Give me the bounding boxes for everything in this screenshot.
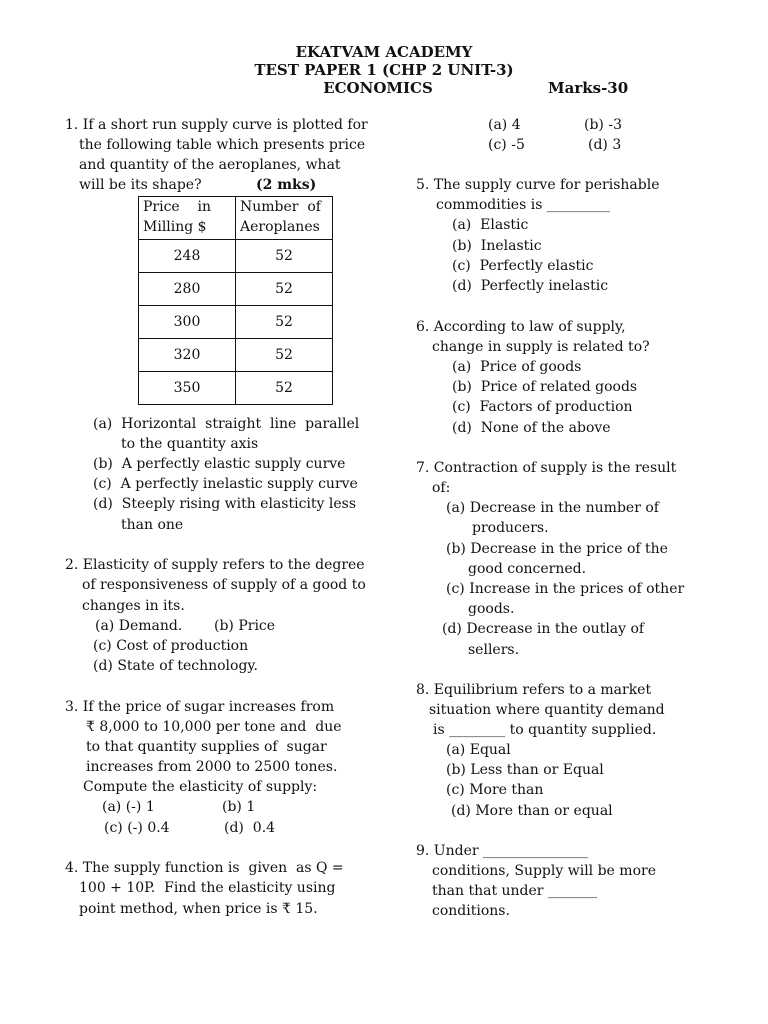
q2-line-2: of responsiveness of supply of a good to [82, 577, 366, 593]
q3-option-d: (d) 0.4 [224, 820, 276, 836]
q3-line-1: 3. If the price of sugar increases from [65, 699, 335, 715]
q5-option-d: (d) Perfectly inelastic [452, 278, 609, 294]
q7-option-a-line-1: (a) Decrease in the number of [446, 500, 659, 516]
q2-option-c: (c) Cost of production [93, 638, 249, 654]
q3-line-4: increases from 2000 to 2500 tones. [86, 759, 338, 775]
q5-option-a: (a) Elastic [452, 217, 529, 233]
q4-option-c: (c) -5 [488, 137, 525, 153]
q4-line-3: point method, when price is ₹ 15. [79, 901, 318, 917]
q7-option-d-line-1: (d) Decrease in the outlay of [442, 621, 645, 637]
q3-option-c: (c) (-) 0.4 [104, 820, 170, 836]
q3-option-a: (a) (-) 1 [102, 799, 155, 815]
q2-option-b: (b) Price [214, 618, 276, 634]
q8-option-d: (d) More than or equal [451, 803, 613, 819]
table-header-price-line-2: Milling $ [143, 219, 207, 235]
table-cell-quantity: 52 [236, 273, 333, 306]
q6-option-b: (b) Price of related goods [452, 379, 638, 395]
q2-line-3: changes in its. [82, 598, 185, 614]
table-cell-quantity: 52 [236, 372, 333, 405]
q9-line-2: conditions, Supply will be more [432, 863, 656, 879]
q7-line-2: of: [432, 480, 451, 496]
q1-marks: (2 mks) [256, 177, 317, 193]
q4-option-a: (a) 4 [488, 117, 521, 133]
q9-line-1: 9. Under _______________ [416, 843, 589, 859]
q5-line-2: commodities is _________ [436, 197, 610, 213]
q9-line-3: than that under _______ [432, 883, 597, 899]
q8-option-c: (c) More than [446, 782, 544, 798]
q7-option-d-line-2: sellers. [468, 642, 520, 658]
q3-line-3: to that quantity supplies of sugar [86, 739, 327, 755]
q5-option-b: (b) Inelastic [452, 238, 542, 254]
q7-option-b-line-2: good concerned. [468, 561, 587, 577]
table-row [139, 339, 333, 372]
q7-line-1: 7. Contraction of supply is the result [416, 460, 677, 476]
q1-option-c: (c) A perfectly inelastic supply curve [93, 476, 358, 492]
table-row [139, 273, 333, 306]
price-quantity-table [138, 196, 333, 405]
q8-line-3: is ________ to quantity supplied. [433, 722, 657, 738]
q8-line-2: situation where quantity demand [429, 702, 665, 718]
q4-line-1: 4. The supply function is given as Q = [65, 860, 344, 876]
q4-line-2: 100 + 10P. Find the elasticity using [79, 880, 336, 896]
table-cell-price: 300 [139, 306, 236, 339]
table-header-quantity [236, 197, 333, 240]
table-cell-price: 320 [139, 339, 236, 372]
q5-line-1: 5. The supply curve for perishable [416, 177, 660, 193]
table-cell-quantity: 52 [236, 339, 333, 372]
q1-option-d-line-2: than one [121, 517, 184, 533]
q1-line-2: the following table which presents price [79, 137, 366, 153]
q1-line-3: and quantity of the aeroplanes, what [79, 157, 341, 173]
q3-line-2: ₹ 8,000 to 10,000 per tone and due [86, 719, 342, 735]
table-header-quantity-line-1: Number of [240, 199, 321, 215]
q4-option-b: (b) -3 [584, 117, 622, 133]
table-header-quantity-line-2: Aeroplanes [240, 219, 320, 235]
q3-line-5: Compute the elasticity of supply: [83, 779, 318, 795]
table-row [139, 306, 333, 339]
table-row [139, 372, 333, 405]
table-header-row [139, 197, 333, 240]
q7-option-c-line-2: goods. [468, 601, 515, 617]
header-marks: Marks-30 [548, 79, 629, 97]
table-cell-quantity: 52 [236, 240, 333, 273]
q1-option-a-line-2: to the quantity axis [121, 436, 259, 452]
q6-line-2: change in supply is related to? [432, 339, 650, 355]
q2-option-d: (d) State of technology. [93, 658, 258, 674]
q5-option-c: (c) Perfectly elastic [452, 258, 594, 274]
table-header-price-line-1: Price in [143, 199, 212, 215]
table-cell-price: 280 [139, 273, 236, 306]
q6-option-a: (a) Price of goods [452, 359, 582, 375]
q9-line-4: conditions. [432, 903, 510, 919]
table-cell-price: 350 [139, 372, 236, 405]
header-test-title: TEST PAPER 1 (CHP 2 UNIT-3) [254, 61, 514, 79]
q1-line-1: 1. If a short run supply curve is plotted for [65, 117, 368, 133]
table-cell-price: 248 [139, 240, 236, 273]
header-subject: ECONOMICS [323, 79, 433, 97]
q1-option-d-line-1: (d) Steeply rising with elasticity less [93, 496, 357, 512]
q2-option-a: (a) Demand. [95, 618, 183, 634]
q8-option-a: (a) Equal [446, 742, 511, 758]
q7-option-a-line-2: producers. [472, 520, 549, 536]
q6-line-1: 6. According to law of supply, [416, 319, 626, 335]
header-academy: EKATVAM ACADEMY [295, 43, 473, 61]
q8-option-b: (b) Less than or Equal [446, 762, 604, 778]
q1-option-b: (b) A perfectly elastic supply curve [93, 456, 346, 472]
q6-option-d: (d) None of the above [452, 420, 611, 436]
q1-option-a-line-1: (a) Horizontal straight line parallel [93, 416, 360, 432]
table-header-price [139, 197, 236, 240]
table-cell-quantity: 52 [236, 306, 333, 339]
q1-line-4: will be its shape? [79, 177, 202, 193]
q8-line-1: 8. Equilibrium refers to a market [416, 682, 652, 698]
table-row [139, 240, 333, 273]
q3-option-b: (b) 1 [222, 799, 256, 815]
q2-line-1: 2. Elasticity of supply refers to the degree [65, 557, 365, 573]
q4-option-d: (d) 3 [588, 137, 622, 153]
q6-option-c: (c) Factors of production [452, 399, 633, 415]
q7-option-c-line-1: (c) Increase in the prices of other [446, 581, 685, 597]
q7-option-b-line-1: (b) Decrease in the price of the [446, 541, 668, 557]
